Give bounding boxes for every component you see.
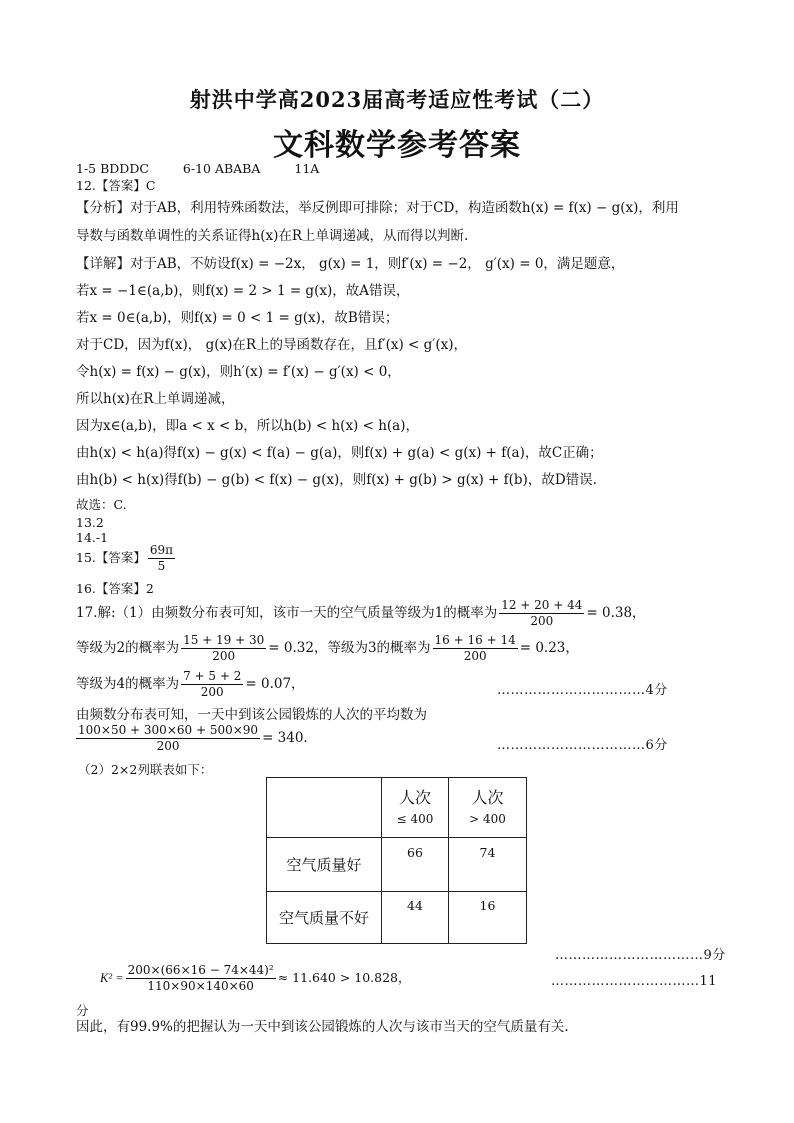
table-row [267,892,527,944]
answer-11: 11A [294,161,320,176]
q15-answer [76,543,177,574]
k2-label: K² = [100,971,124,985]
q17-fraction-3 [433,633,518,664]
q12-detail-line-5: 令h(x) = f(x) − g(x)，则h′(x) = f′(x) − g′(x) < 0， [76,364,401,380]
q17-line-3-result: = 0.07， [245,676,305,692]
fraction-denominator: 200 [463,649,487,663]
q17-line-2 [76,633,579,664]
table-header-cell [382,778,449,838]
header-bottom-label: ≤ 400 [396,811,434,826]
q14-answer: 14.-1 [76,530,109,545]
q15-fraction [148,543,175,574]
table-row [267,838,527,892]
q12-detail-line-1: 【详解】对于AB，不妨设f(x) = −2x， g(x) = 1，则f′(x) = −2， g′(x) = 0，满足题意， [76,256,625,272]
table-cell-value: 66 [407,844,423,860]
page-title: 射洪中学高2023届高考适应性考试（二） [189,87,605,112]
q17-fraction-5 [76,723,260,754]
q15-numerator: 69π [149,543,174,557]
q17-line-1-text: 17.解:（1）由频数分布表可知，该市一天的空气质量等级为1的概率为 [76,605,498,621]
fraction-denominator: 200 [530,614,554,628]
k2-fraction [126,963,276,994]
table-header-row [267,778,527,838]
table-row-label: 空气质量不好 [267,892,382,944]
fraction-denominator: 200 [212,649,236,663]
q13-answer: 13.2 [76,515,104,530]
q16-answer: 16.【答案】2 [76,581,154,596]
header-top-label: 人次 [398,787,431,807]
q17-line-1-result: = 0.38， [586,605,646,621]
table-cell [382,838,449,892]
q15-denominator: 5 [157,559,166,573]
score-mark-4: ……………………………4分 [497,683,668,698]
q12-analysis-line-1: 【分析】对于AB，利用特殊函数法，举反例即可排除；对于CD，构造函数h(x) = f(x) − g(x)，利用 [76,200,679,216]
q17-fraction-1 [499,598,584,629]
answers-6-10: 6-10 ABABA [182,161,261,176]
table-cell-value: 44 [407,897,423,913]
fraction-numerator: 200×(66×16 − 74×44)² [127,963,274,977]
q17-line-5-result: = 340. [262,730,308,746]
score-mark-11-unit: 分 [76,1003,89,1018]
q12-detail-line-8: 由h(x) < h(a)得f(x) − g(x) < f(a) − g(a)，则f(x) + g(a) < g(x) + f(a)，故C正确； [76,445,603,461]
table-cell-value: 74 [479,844,496,860]
q17-line-2-text: 等级为2的概率为 [76,640,180,656]
q12-answer: 12.【答案】C [76,178,156,193]
q17-line-5 [76,723,308,754]
table-cell [449,892,527,944]
q12-analysis-line-2: 导数与函数单调性的关系证得h(x)在R上单调递减，从而得以判断. [76,228,469,244]
q17-conclusion: 因此，有99.9%的把握认为一天中到该公园锻炼的人次与该市当天的空气质量有关. [76,1019,569,1035]
q12-conclusion: 故选：C. [76,497,127,512]
fraction-numerator: 7 + 5 + 2 [183,669,242,683]
score-mark-6: ……………………………6分 [497,738,668,753]
table-corner-cell [267,778,382,838]
fraction-denominator: 200 [200,685,224,699]
q17-part-2: （2）2×2列联表如下： [78,762,213,777]
q17-fraction-4 [181,669,243,700]
header-bottom-label: > 400 [469,811,506,826]
q17-line-3 [76,669,305,700]
q12-detail-line-3: 若x = 0∈(a,b)，则f(x) = 0 < 1 = g(x)，故B错误； [76,310,399,326]
k2-formula [100,963,411,994]
q17-line-2-result: = 0.23， [519,640,579,656]
table-row-label: 空气质量好 [267,838,382,892]
score-mark-11: ……………………………11 [551,974,718,989]
q17-line-2-mid: = 0.32，等级为3的概率为 [268,640,431,656]
fraction-denominator: 110×90×140×60 [147,979,254,993]
fraction-numerator: 12 + 20 + 44 [501,598,583,612]
q17-fraction-2 [181,633,266,664]
q17-line-3-text: 等级为4的概率为 [76,676,180,692]
q15-label: 15.【答案】 [76,550,146,565]
choice-answers [76,160,319,178]
fraction-denominator: 200 [156,739,180,753]
table-cell-value: 16 [479,897,496,913]
header-top-label: 人次 [471,787,504,807]
q12-detail-line-9: 由h(b) < h(x)得f(b) − g(b) < f(x) − g(x)，则f(x) + g(b) > g(x) + f(b)，故D错误. [76,472,597,488]
fraction-numerator: 100×50 + 300×60 + 500×90 [78,723,259,737]
fraction-numerator: 16 + 16 + 14 [434,633,516,647]
table-header-cell [449,778,527,838]
fraction-numerator: 15 + 19 + 30 [183,633,265,647]
q12-detail-line-6: 所以h(x)在R上单调递减， [76,391,235,407]
q12-detail-line-7: 因为x∈(a,b)，即a < x < b，所以h(b) < h(x) < h(a)， [76,418,419,434]
contingency-table [266,777,527,944]
table-cell [449,838,527,892]
table-cell [382,892,449,944]
q17-line-1 [76,598,646,629]
score-mark-9: ……………………………9分 [555,948,726,963]
page-subtitle: 文科数学参考答案 [273,128,521,163]
q17-line-4: 由频数分布表可知，一天中到该公园锻炼的人次的平均数为 [76,707,427,723]
q12-detail-line-4: 对于CD，因为f(x)， g(x)在R上的导函数存在，且f′(x) < g′(x)， [76,337,467,353]
k2-result: ≈ 11.640 > 10.828， [277,970,411,985]
q12-detail-line-2: 若x = −1∈(a,b)，则f(x) = 2 > 1 = g(x)，故A错误， [76,283,410,299]
answers-1-5: 1-5 BDDDC [76,161,149,176]
